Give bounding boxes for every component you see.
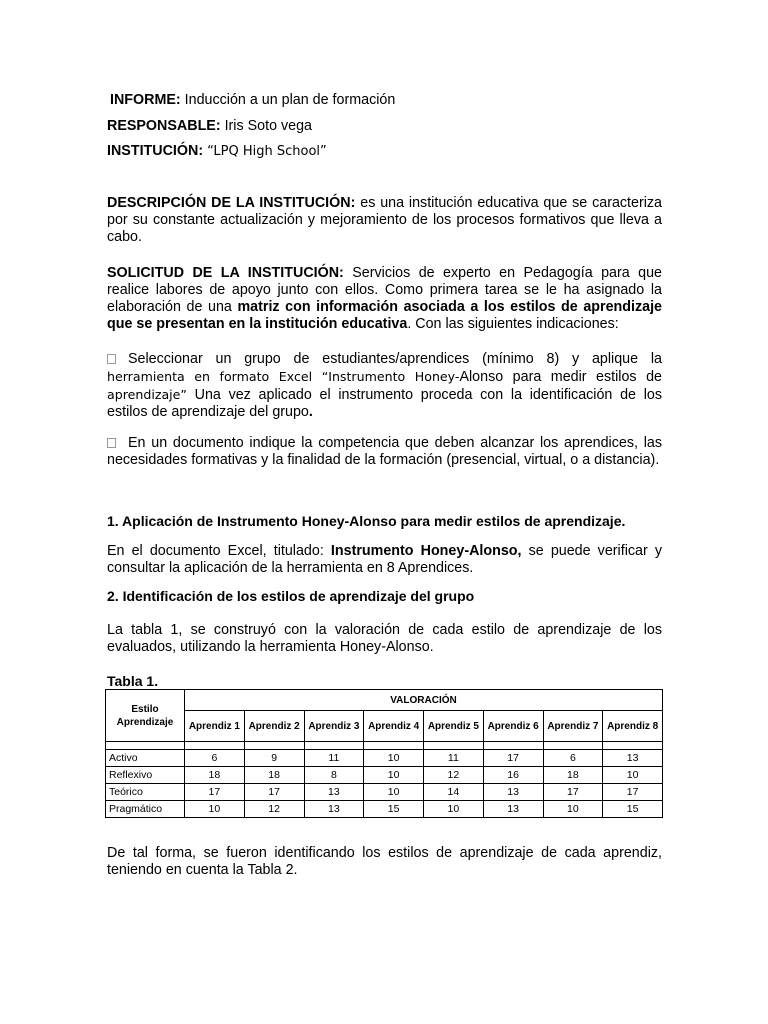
section-1-text-1: En el documento Excel, titulado: (107, 543, 324, 559)
descripcion-text: es una institución educativa que se caracteriza por su constante actualización y mejoramiento de los procesos formativos que lleva a cabo. (107, 195, 663, 245)
table-cell: 12 (424, 767, 484, 784)
table-cell: 13 (483, 784, 543, 801)
table-cell: 16 (483, 767, 543, 784)
institucion-value: “LPQ High School” (207, 144, 327, 159)
table-cell: 13 (603, 750, 663, 767)
row-label: Activo (106, 750, 185, 767)
table-caption: Tabla 1. (107, 673, 159, 689)
bullet-1-end: . (308, 404, 313, 420)
table-cell: 10 (364, 784, 424, 801)
table-cell: 8 (304, 767, 364, 784)
section-2-title: 2. Identificación de los estilos de aprendizaje del grupo (107, 588, 475, 604)
table-cell: 11 (304, 750, 364, 767)
column-header: Aprendiz 2 (244, 711, 304, 742)
bullet-2-text: En un documento indique la competencia que deben alcanzar los aprendices, las necesidades formativas y la finalidad de la formación (presencial, virtual, o a distancia). (107, 435, 662, 468)
column-header: Aprendiz 5 (424, 711, 484, 742)
table-cell: 13 (304, 784, 364, 801)
bullet-1-part-4: aprendizaje” (107, 387, 187, 402)
table-row (106, 750, 663, 767)
informe-value: Inducción a un plan de formación (184, 92, 396, 108)
table-cell: 11 (424, 750, 484, 767)
valoracion-header: VALORACIÓN (185, 690, 663, 711)
bullet-1-part-5: Una vez aplicado el instrumento proceda con la identificación de los estilos de aprendizaje del grupo (107, 387, 662, 420)
table-spacer-row (106, 742, 663, 750)
table-cell: 17 (244, 784, 304, 801)
column-header: Aprendiz 3 (304, 711, 364, 742)
table-cell: 12 (244, 801, 304, 818)
section-1-title: 1. Aplicación de Instrumento Honey-Alonso para medir estilos de aprendizaje. (107, 513, 626, 529)
table-cell: 15 (364, 801, 424, 818)
table-cell: 13 (304, 801, 364, 818)
table-cell: 10 (603, 767, 663, 784)
table-cell: 18 (185, 767, 245, 784)
section-1-bold: Instrumento Honey-Alonso, (330, 543, 522, 559)
solicitud-text-1: Servicios de experto en Pedagogía para que realice labores de apoyo junto con ellos. Como primera tarea se le ha asignado la elaboración de una (107, 265, 662, 315)
solicitud-text-2: . Con las siguientes indicaciones: (407, 316, 619, 332)
table-cell: 9 (244, 750, 304, 767)
bullet-1-part-2: herramienta en formato Excel “Instrumento Honey- (107, 369, 460, 384)
table-cell: 17 (603, 784, 663, 801)
table-cell: 13 (483, 801, 543, 818)
section-1-text-2: se puede verificar y consultar la aplicación de la herramienta en 8 Aprendices. (107, 543, 662, 576)
column-header: Aprendiz 1 (185, 711, 245, 742)
table-cell: 15 (603, 801, 663, 818)
learning-styles-table (105, 689, 663, 818)
descripcion-paragraph (107, 195, 662, 246)
table-cell: 18 (244, 767, 304, 784)
informe-label: INFORME: (110, 92, 181, 108)
table-cell: 10 (185, 801, 245, 818)
table-cell: 10 (364, 767, 424, 784)
institucion-label: INSTITUCIÓN: (107, 143, 204, 159)
responsable-value: Iris Soto vega (224, 118, 312, 134)
table-row (106, 784, 663, 801)
column-header: Aprendiz 6 (483, 711, 543, 742)
estilo-header-line-2: Aprendizaje (116, 716, 174, 728)
row-label: Reflexivo (106, 767, 185, 784)
table-cell: 10 (364, 750, 424, 767)
table-cell: 6 (543, 750, 603, 767)
responsable-label: RESPONSABLE: (107, 118, 221, 134)
bullet-square-icon (107, 438, 116, 448)
bullet-2-paragraph (107, 435, 662, 469)
section-2-paragraph: La tabla 1, se construyó con la valoración de cada estilo de aprendizaje de los evaluados, utilizando la herramienta Honey-Alonso. (107, 622, 662, 655)
row-label: Pragmático (106, 801, 185, 818)
table-cell: 14 (424, 784, 484, 801)
responsable-line (107, 118, 312, 134)
table-row (106, 767, 663, 784)
estilo-header (106, 690, 185, 742)
institucion-line (107, 143, 327, 159)
column-header: Aprendiz 4 (364, 711, 424, 742)
bullet-1-part-1: Seleccionar un grupo de estudiantes/aprendices (mínimo 8) y aplique la (128, 351, 662, 367)
table-cell: 17 (543, 784, 603, 801)
solicitud-paragraph (107, 265, 662, 333)
column-header: Aprendiz 7 (543, 711, 603, 742)
descripcion-label: DESCRIPCIÓN DE LA INSTITUCIÓN: (107, 195, 356, 211)
bullet-square-icon (107, 354, 116, 364)
solicitud-bold: matriz con información asociada a los estilos de aprendizaje que se presentan en la institución educativa (107, 299, 662, 332)
bullet-1-part-3: Alonso para medir estilos de (459, 369, 662, 385)
table-cell: 18 (543, 767, 603, 784)
table-cell: 17 (483, 750, 543, 767)
row-label: Teórico (106, 784, 185, 801)
estilo-header-line-1: Estilo (131, 703, 159, 715)
section-1-paragraph (107, 543, 662, 577)
bullet-1-paragraph (107, 351, 662, 421)
closing-paragraph: De tal forma, se fueron identificando los estilos de aprendizaje de cada aprendiz, teniendo en cuenta la Tabla 2. (107, 845, 662, 878)
table-cell: 6 (185, 750, 245, 767)
table-cell: 10 (424, 801, 484, 818)
column-header: Aprendiz 8 (603, 711, 663, 742)
informe-line (110, 92, 395, 108)
table-row (106, 801, 663, 818)
solicitud-label: SOLICITUD DE LA INSTITUCIÓN: (107, 265, 344, 281)
table-cell: 10 (543, 801, 603, 818)
table-cell: 17 (185, 784, 245, 801)
